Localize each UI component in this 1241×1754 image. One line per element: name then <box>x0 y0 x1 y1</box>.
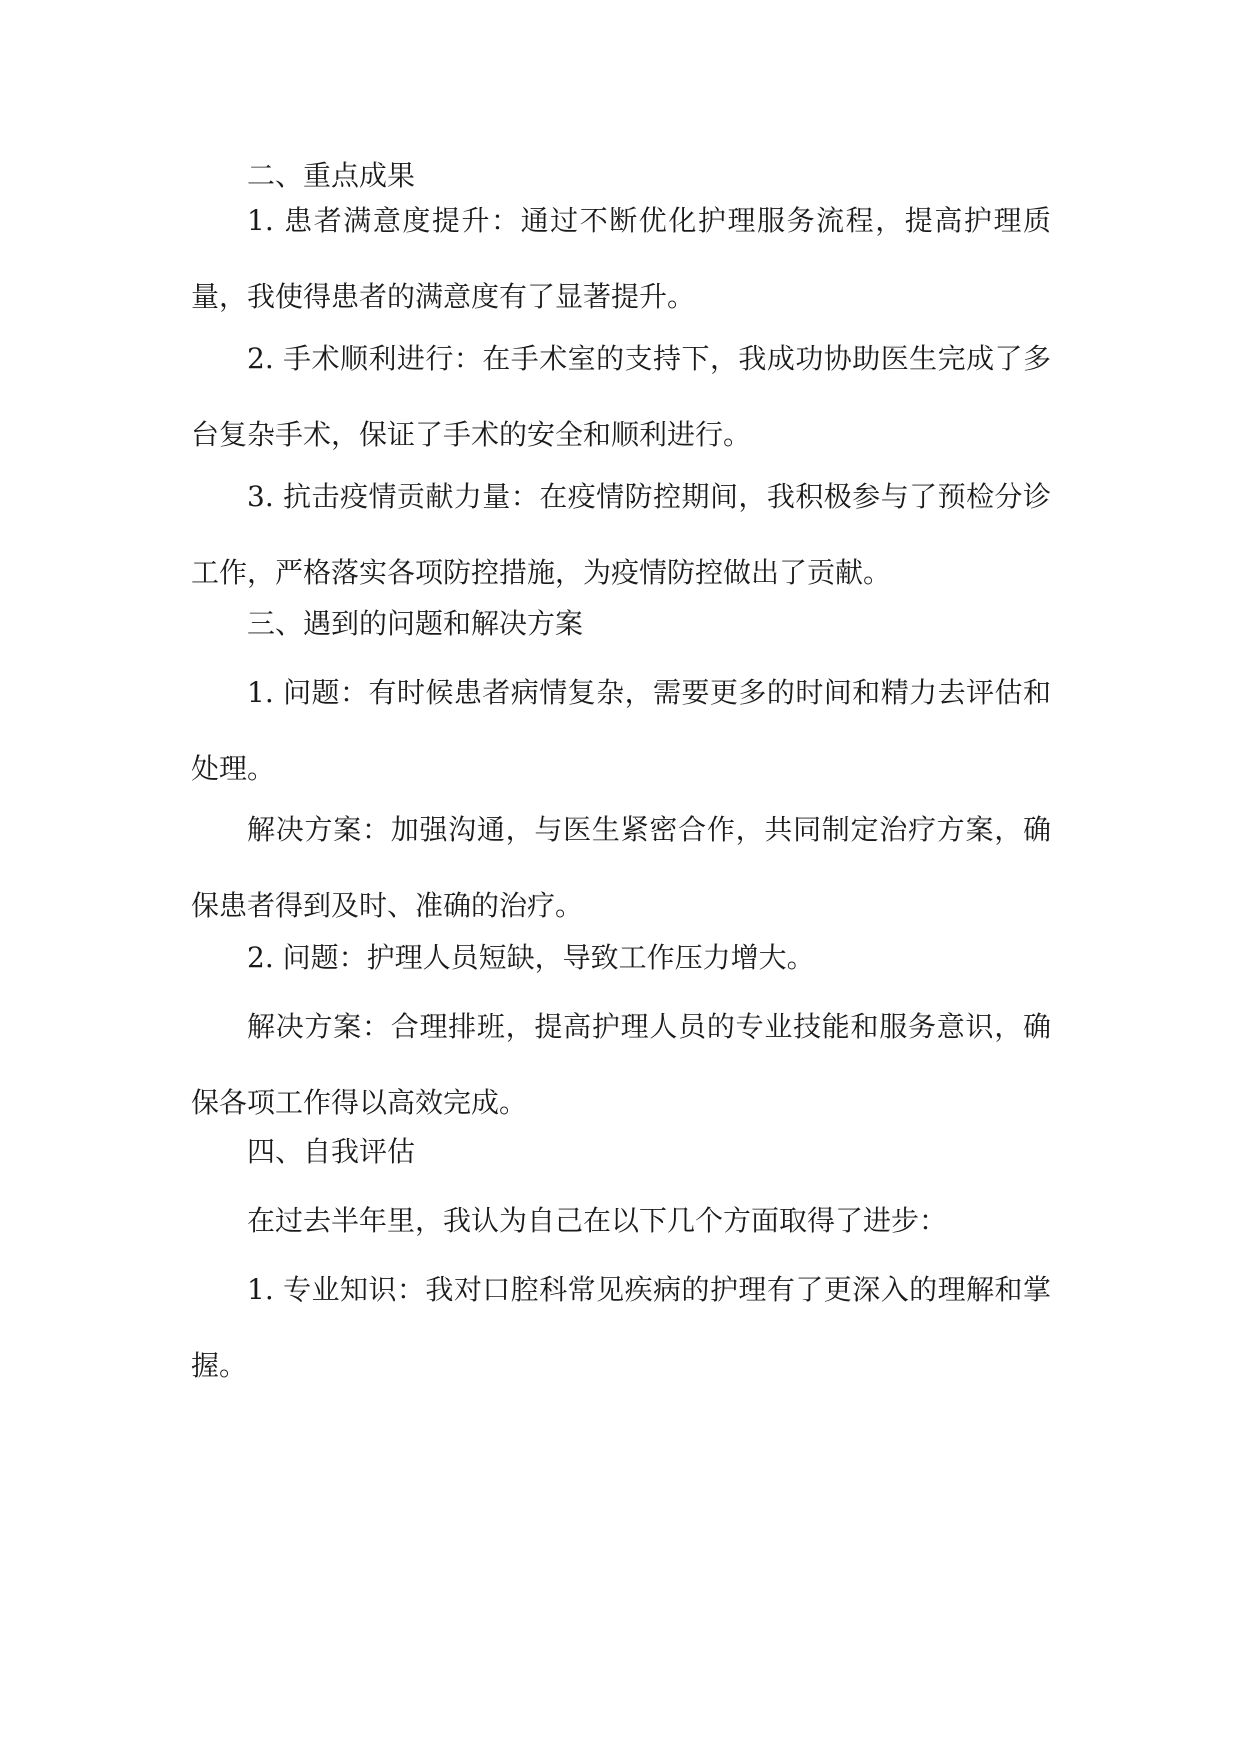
paragraph-problem-1: 1. 问题：有时候患者病情复杂，需要更多的时间和精力去评估和处理。 <box>191 676 1051 785</box>
paragraph-solution-2: 解决方案：合理排班，提高护理人员的专业技能和服务意识，确保各项工作得以高效完成。 <box>191 1010 1051 1119</box>
paragraph-progress-intro: 在过去半年里，我认为自己在以下几个方面取得了进步： <box>247 1204 948 1237</box>
paragraph-patient-satisfaction: 1. 患者满意度提升：通过不断优化护理服务流程，提高护理质量，我使得患者的满意度有了显著提升。 <box>191 204 1051 313</box>
section-heading-key-results: 二、重点成果 <box>247 159 416 192</box>
paragraph-surgery: 2. 手术顺利进行：在手术室的支持下，我成功协助医生完成了多台复杂手术，保证了手术的安全和顺利进行。 <box>191 342 1051 451</box>
paragraph-professional-knowledge: 1. 专业知识：我对口腔科常见疾病的护理有了更深入的理解和掌握。 <box>191 1273 1051 1382</box>
paragraph-problem-2: 2. 问题：护理人员短缺，导致工作压力增大。 <box>247 941 815 974</box>
section-heading-problems: 三、遇到的问题和解决方案 <box>247 607 584 640</box>
paragraph-solution-1: 解决方案：加强沟通，与医生紧密合作，共同制定治疗方案，确保患者得到及时、准确的治疗。 <box>191 813 1051 922</box>
section-heading-self-assessment: 四、自我评估 <box>247 1135 416 1168</box>
paragraph-epidemic: 3. 抗击疫情贡献力量：在疫情防控期间，我积极参与了预检分诊工作，严格落实各项防控措施，为疫情防控做出了贡献。 <box>191 480 1051 589</box>
